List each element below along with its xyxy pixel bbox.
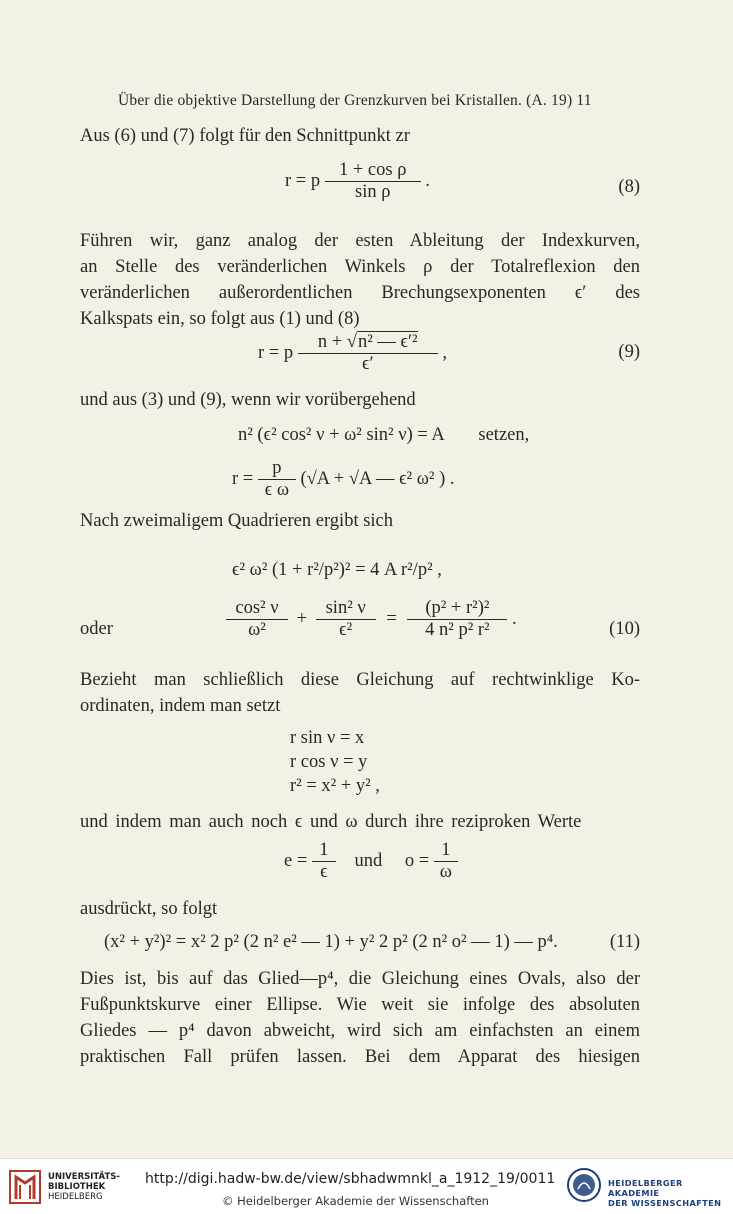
eq8-lhs: r = p [285, 170, 321, 191]
eq8-denominator: sin ρ [325, 181, 421, 203]
eq10-plus: + [296, 608, 308, 629]
hadw-logo-line: HEIDELBERGER AKADEMIE [608, 1178, 683, 1198]
recip-e-lhs: e = [284, 850, 308, 871]
eqR-body: (√A + √A — ϵ² ω² ) . [300, 468, 455, 489]
oder-label: oder [80, 619, 113, 639]
eq8-fraction [325, 160, 421, 203]
recip-e-num: 1 [319, 840, 329, 860]
paragraph-1: Aus (6) und (7) folgt für den Schnittpunkt zr [80, 126, 410, 146]
paragraph-5-line: Bezieht man schließlich diese Gleichung auf rechtwinklige Ko- [80, 670, 640, 690]
ub-logo-line: BIBLIOTHEK [48, 1182, 106, 1192]
paragraph-8-line: Gliedes — p⁴ davon abweicht, wird sich am einfachsten an einem [80, 1021, 640, 1041]
eq10-term1-den: ω² [226, 619, 288, 641]
paragraph-5-line: ordinaten, indem man setzt [80, 696, 281, 716]
paragraph-8-line: praktischen Fall prüfen lassen. Bei dem Apparat des hiesigen [80, 1047, 640, 1067]
paragraph-3: und aus (3) und (9), wenn wir vorübergehend [80, 390, 416, 410]
eq8-numerator: 1 + cos ρ [339, 160, 407, 180]
eqR-denominator: ϵ ω [258, 479, 296, 501]
equation-number-11: (11) [609, 932, 640, 952]
recip-o-lhs: o = [404, 850, 430, 871]
eq10-term2 [316, 598, 376, 641]
paragraph-2-line: Kalkspats ein, so folgt aus (1) und (8) [80, 309, 360, 329]
paragraph-2-line: Führen wir, ganz analog der esten Ableitung der Indexkurven, [80, 231, 640, 251]
ub-logo-line: UNIVERSITÄTS- [48, 1172, 120, 1182]
eqR-lhs: r = [232, 468, 254, 489]
equation-quadriert: ϵ² ω² (1 + r²/p²)² = 4 A r²/p² , [232, 560, 442, 580]
equation-8 [285, 160, 430, 203]
eq9-lhs: r = p [258, 342, 294, 363]
hadw-logo[interactable] [566, 1167, 731, 1207]
coord-r: r² = x² + y² , [290, 776, 380, 796]
recip-e-fraction [312, 840, 336, 883]
hadw-seal-icon [566, 1167, 602, 1203]
paragraph-6: und indem man auch noch ϵ und ω durch ihre reziproken Werte [80, 812, 582, 832]
recip-und: und [354, 850, 383, 871]
equation-11: (x² + y²)² = x² 2 p² (2 n² e² — 1) + y² 2 p² (2 n² o² — 1) — p⁴. [104, 932, 558, 952]
coord-x: r sin ν = x [290, 728, 365, 748]
viewer-footer [0, 1158, 733, 1214]
paragraph-8-line: Fußpunktskurve einer Ellipse. Wie weit sie infolge des absoluten [80, 995, 640, 1015]
recip-e-den: ϵ [312, 861, 336, 883]
eq9-tail: , [442, 342, 447, 363]
running-head: Über die objektive Darstellung der Grenzkurven bei Kristallen. (A. 19) 11 [118, 92, 592, 109]
equation-10 [226, 598, 517, 641]
eqR-numerator: p [272, 458, 282, 478]
equation-A [238, 425, 529, 446]
eq10-term2-den: ϵ² [316, 619, 376, 641]
eq9-num-b: n² — ϵ′² [357, 332, 418, 352]
paragraph-8 [80, 966, 640, 1070]
eq10-rhs [407, 598, 507, 641]
equation-9 [258, 332, 447, 375]
eq10-tail: . [512, 608, 517, 629]
paragraph-5 [80, 667, 640, 719]
paragraph-7: ausdrückt, so folgt [80, 899, 218, 919]
coordinate-substitutions [290, 726, 380, 798]
eq10-term1-num: cos² ν [235, 598, 279, 618]
paragraph-2-line: an Stelle des veränderlichen Winkels ρ der Totalreflexion den [80, 257, 640, 277]
paragraph-8-line: Dies ist, bis auf das Glied—p⁴, die Gleichung eines Ovals, also der [80, 969, 640, 989]
reciprocal-definitions [284, 840, 458, 883]
recip-o-num: 1 [441, 840, 451, 860]
equation-number-10: (10) [609, 619, 640, 639]
paragraph-4: Nach zweimaligem Quadrieren ergibt sich [80, 511, 394, 531]
eqR-fraction [258, 458, 296, 501]
eq10-rhs-num: (p² + r²)² [425, 598, 490, 618]
ub-logo-line: HEIDELBERG [48, 1192, 103, 1202]
eq10-term2-num: sin² ν [325, 598, 366, 618]
equation-r [232, 458, 454, 501]
equation-number-9: (9) [618, 342, 640, 362]
eqA-setzen: setzen, [478, 425, 530, 445]
paragraph-2 [80, 228, 640, 332]
equation-number-8: (8) [618, 177, 640, 197]
ub-logo-icon [8, 1169, 42, 1205]
coord-y: r cos ν = y [290, 752, 368, 772]
eq9-numerator [298, 332, 438, 353]
eq10-equals: = [386, 608, 397, 629]
paragraph-2-line: veränderlichen außerordentlichen Brechungsexponenten ϵ′ des [80, 283, 640, 303]
recip-o-fraction [434, 840, 458, 883]
ub-logo-text [48, 1172, 120, 1202]
eq9-denominator: ϵ′ [298, 353, 438, 375]
recip-o-den: ω [434, 861, 458, 883]
hadw-logo-line: DER WISSENSCHAFTEN [608, 1198, 722, 1208]
permalink-url[interactable]: http://digi.hadw-bw.de/view/sbhadwmnkl_a_1912_19/0011 [145, 1171, 556, 1187]
eq8-tail: . [425, 170, 430, 191]
sqrt-sign: √ [346, 332, 357, 352]
ub-heidelberg-logo[interactable] [8, 1169, 138, 1205]
hadw-logo-text [608, 1178, 731, 1208]
eqA-text: n² (ϵ² cos² ν + ω² sin² ν) = A [238, 425, 444, 445]
eq9-fraction [298, 332, 438, 375]
eq10-term1 [226, 598, 288, 641]
eq9-num-a: n + [317, 332, 347, 352]
eq10-rhs-den: 4 n² p² r² [407, 619, 507, 641]
copyright-notice: © Heidelberger Akademie der Wissenschaften [222, 1194, 489, 1208]
